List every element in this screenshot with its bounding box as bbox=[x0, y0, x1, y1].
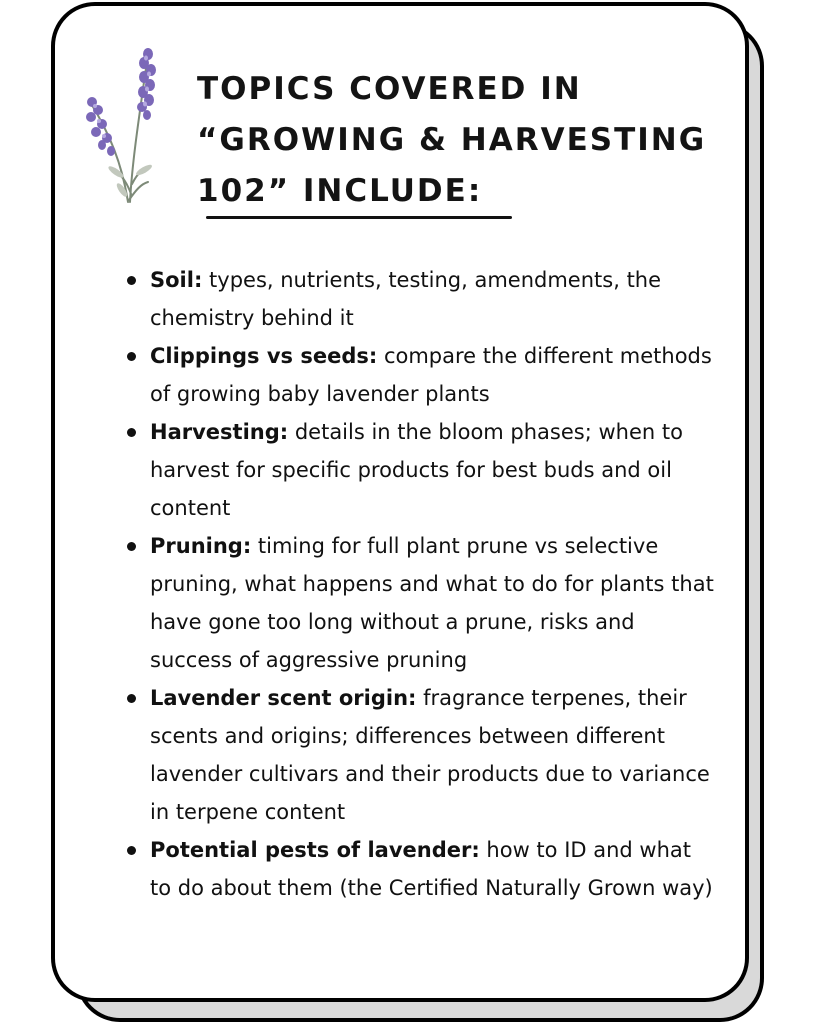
topic-list bbox=[122, 261, 714, 907]
topic-item-soil bbox=[122, 261, 714, 337]
topic-description: details in the bloom phases; when to harvest for specific products for best buds and oil content bbox=[150, 420, 683, 520]
topic-item-clippings bbox=[122, 337, 714, 413]
topic-term: Lavender scent origin: bbox=[150, 686, 417, 710]
topic-term: Pruning: bbox=[150, 534, 252, 558]
bullet-icon bbox=[127, 694, 136, 703]
bullet-icon bbox=[127, 428, 136, 437]
topic-description: types, nutrients, testing, amendments, the chemistry behind it bbox=[150, 268, 662, 330]
topic-term: Harvesting: bbox=[150, 420, 289, 444]
title-line: “GROWING & HARVESTING bbox=[197, 122, 707, 158]
page-title bbox=[197, 64, 717, 217]
title-line: TOPICS COVERED IN bbox=[197, 71, 582, 107]
lavender-sprig-icon bbox=[78, 44, 170, 206]
topic-term: Clippings vs seeds: bbox=[150, 344, 378, 368]
bullet-icon bbox=[127, 542, 136, 551]
topic-description: compare the different methods of growing baby lavender plants bbox=[150, 344, 712, 406]
topic-item-pruning bbox=[122, 527, 714, 679]
title-underline bbox=[206, 216, 512, 219]
topic-item-harvesting bbox=[122, 413, 714, 527]
topic-description: fragrance terpenes, their scents and origins; differences between different lavender cultivars and their products due to variance in terpene content bbox=[150, 686, 710, 824]
bullet-icon bbox=[127, 276, 136, 285]
title-line: 102” INCLUDE: bbox=[197, 173, 483, 209]
topic-description: timing for full plant prune vs selective pruning, what happens and what to do for plants that have gone too long without a prune, risks and success of aggressive pruning bbox=[150, 534, 714, 672]
bullet-icon bbox=[127, 846, 136, 855]
topic-term: Potential pests of lavender: bbox=[150, 838, 480, 862]
topic-item-scent-origin bbox=[122, 679, 714, 831]
topic-term: Soil: bbox=[150, 268, 203, 292]
topic-description: how to ID and what to do about them (the Certified Naturally Grown way) bbox=[150, 838, 713, 900]
bullet-icon bbox=[127, 352, 136, 361]
topic-item-pests bbox=[122, 831, 714, 907]
